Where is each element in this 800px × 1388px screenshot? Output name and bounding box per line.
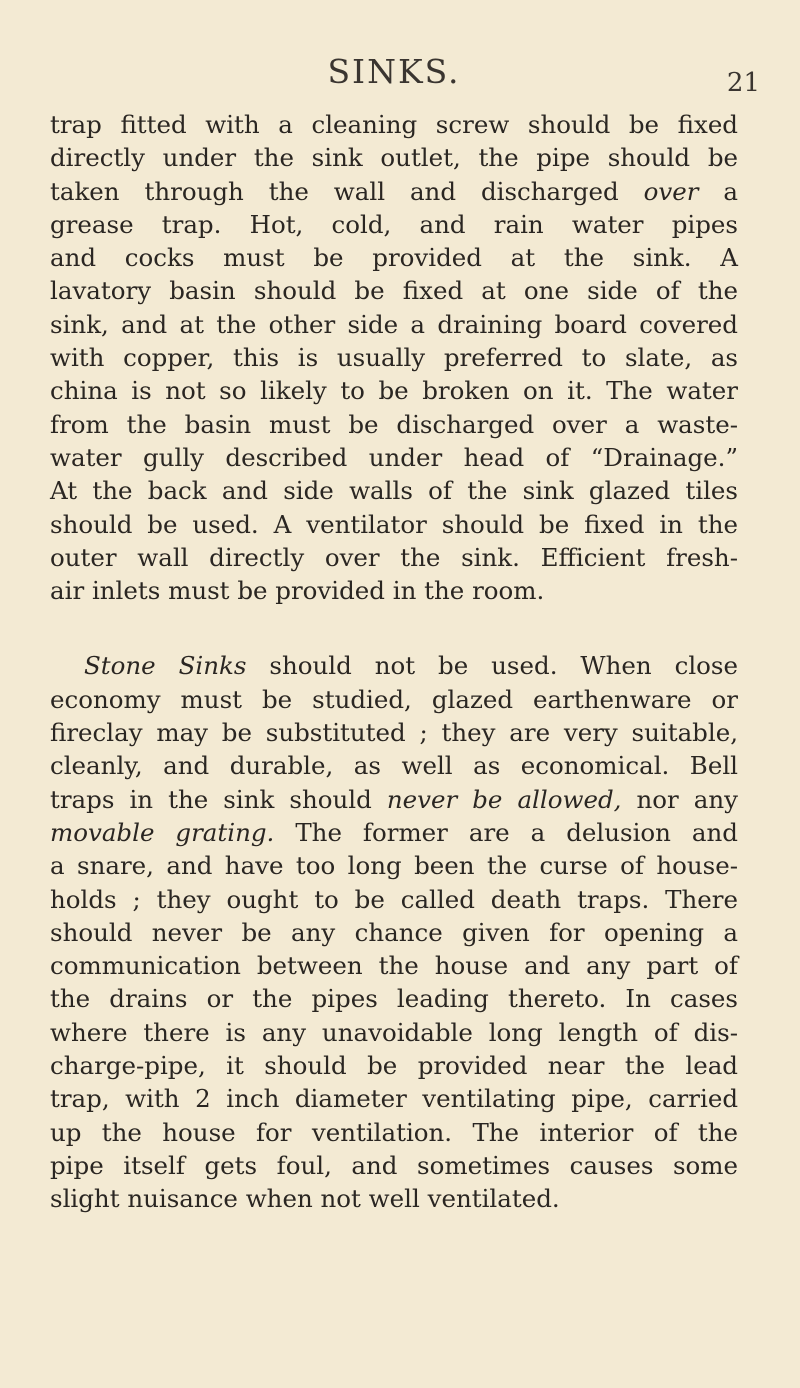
text-line: holds ; they ought to be called death traps. There [50,884,738,914]
text-line: where there is any unavoidable long length of dis- [50,1017,738,1047]
page-title: SINKS. [327,52,461,91]
page-number: 21 [726,68,760,98]
text-line: fireclay may be substituted ; they are very suitable, [50,718,738,748]
text-line [50,783,738,816]
text-line: economy must be studied, glazed earthenware or [50,684,738,714]
text-line: communication between the house and any part of [50,951,738,981]
paragraph-drainage-fittings [50,108,738,607]
text-line [50,175,738,208]
text-line: the drains or the pipes leading thereto. In cases [50,984,738,1014]
italic-text: over [643,176,699,206]
text-run: taken through the wall and discharged [50,176,644,206]
italic-text: never be allowed, [386,784,622,814]
text-line: cleanly, and durable, as well as economical. Bell [50,751,738,781]
text-line: up the house for ventilation. The interior of the [50,1117,738,1147]
text-line: trap, with 2 inch diameter ventilating pipe, carried [50,1084,738,1114]
text-line: a snare, and have too long been the curse of house- [50,851,738,881]
text-line: water gully described under head of “Drainage.” [50,442,738,472]
text-line: directly under the sink outlet, the pipe should be [50,143,738,173]
text-run: The former are a delusion and [274,817,738,847]
text-line: trap fitted with a cleaning screw should be fixed [50,110,738,139]
text-line: with copper, this is usually preferred to slate, as [50,343,738,373]
italic-text: Stone Sinks [84,651,247,681]
text-line: slight nuisance when not well ventilated. [50,1184,560,1214]
italic-text: movable grating. [50,817,275,847]
text-line: from the basin must be discharged over a waste- [50,409,738,439]
text-run: nor any [621,784,739,814]
text-line: should never be any chance given for opening a [50,917,738,947]
text-line: sink, and at the other side a draining board covered [50,309,738,339]
text-run: a [698,176,738,206]
text-run: should not be used. When close [246,651,738,681]
text-line: air inlets must be provided in the room. [50,576,545,606]
text-line: and cocks must be provided at the sink. A [50,243,738,273]
text-line: lavatory basin should be fixed at one side of the [50,276,738,306]
text-line: pipe itself gets foul, and sometimes causes some [50,1150,738,1180]
text-line [50,816,738,849]
text-run: traps in the sink should [50,784,387,814]
text-line [50,649,738,682]
paragraph-stone-sinks [50,649,738,1215]
text-line: china is not so likely to be broken on it. The water [50,376,738,406]
text-line: charge-pipe, it should be provided near the lead [50,1051,738,1081]
paragraph-spacer [50,607,738,649]
text-line: outer wall directly over the sink. Efficient fresh- [50,542,738,572]
text-line: At the back and side walls of the sink glazed tiles [50,476,738,506]
text-line: should be used. A ventilator should be fixed in the [50,509,738,539]
running-head [50,52,760,108]
text-line: grease trap. Hot, cold, and rain water pipes [50,209,738,239]
